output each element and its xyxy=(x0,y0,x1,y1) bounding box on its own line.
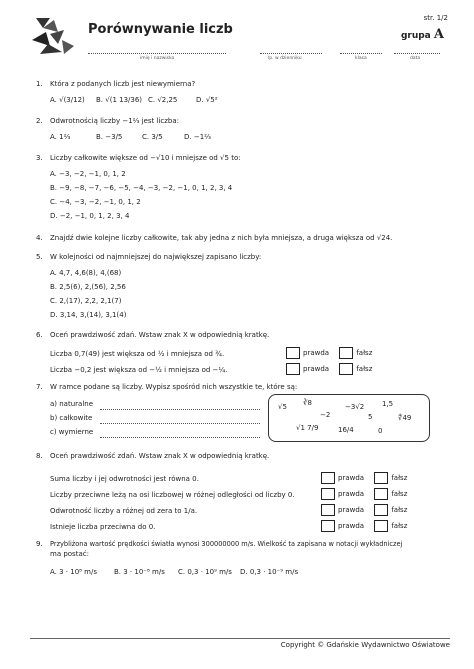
q9-option-b[interactable]: B. 3 · 10⁻⁸ m/s xyxy=(114,568,165,576)
q7-number-9: 0 xyxy=(378,427,383,435)
q9-option-d[interactable]: D. 0,3 · 10⁻⁹ m/s xyxy=(240,568,299,576)
class-label: klasa xyxy=(355,56,367,61)
q7-number-3: −3√2 xyxy=(345,403,365,411)
q2-option-c[interactable]: C. 3/5 xyxy=(142,133,163,141)
page-number: str. 1/2 xyxy=(423,14,448,22)
q5-option-a[interactable]: A. 4,7, 4,6(8), 4,(68) xyxy=(50,269,122,277)
question-9-text: Przybliżona wartość prędkości światła wynosi 300000000 m/s. Wielkość ta zapisana w notacji wykładniczej xyxy=(50,540,403,548)
question-4-number: 4. xyxy=(36,234,43,242)
q1-option-c[interactable]: C. √2,25 xyxy=(148,96,178,104)
q8-answer-2 xyxy=(321,488,407,500)
true-label: prawda xyxy=(338,522,365,530)
group-indicator xyxy=(401,27,444,42)
q3-option-a[interactable]: A. −3, −2, −1, 0, 1, 2 xyxy=(50,170,126,178)
q3-option-d[interactable]: D. −2, −1, 0, 1, 2, 3, 4 xyxy=(50,212,130,220)
question-6-text: Oceń prawdziwość zdań. Wstaw znak X w odpowiednią kratkę. xyxy=(50,331,270,339)
q2-option-a[interactable]: A. 1⅔ xyxy=(50,133,71,141)
true-label: prawda xyxy=(338,506,365,514)
q7-answer-c-field[interactable] xyxy=(100,436,260,438)
q8-true-checkbox-4[interactable] xyxy=(321,520,335,532)
q7-number-8: 16/4 xyxy=(338,426,354,434)
name-field[interactable] xyxy=(88,52,226,54)
question-3-text: Liczby całkowite większe od −√10 i mniejsze od √5 to: xyxy=(50,154,241,162)
q8-false-checkbox-1[interactable] xyxy=(374,472,388,484)
q6-answer-1 xyxy=(286,347,372,359)
q7-number-10: ∜49 xyxy=(398,414,412,422)
false-label: fałsz xyxy=(391,490,408,498)
q7-number-2: ∛8 xyxy=(303,399,312,407)
q8-answer-3 xyxy=(321,504,407,516)
question-9-number: 9. xyxy=(36,540,43,548)
date-field[interactable] xyxy=(394,52,440,54)
publisher-logo xyxy=(30,14,76,56)
question-8-text: Oceń prawdziwość zdań. Wstaw znak X w odpowiednią kratkę. xyxy=(50,452,270,460)
name-field-label: imię i nazwisko xyxy=(140,56,175,61)
question-1-text: Która z podanych liczb jest niewymierna? xyxy=(50,80,196,88)
q8-statement-2: Liczby przeciwne leżą na osi liczbowej w różnej odległości od liczby 0. xyxy=(50,491,295,499)
q6-answer-2 xyxy=(286,363,372,375)
true-label: prawda xyxy=(303,365,330,373)
question-2-number: 2. xyxy=(36,117,43,125)
false-label: fałsz xyxy=(356,349,373,357)
footer-divider xyxy=(30,638,450,639)
question-1-number: 1. xyxy=(36,80,43,88)
q6-true-checkbox-2[interactable] xyxy=(286,363,300,375)
q7-number-1: √5 xyxy=(278,403,287,411)
q2-option-d[interactable]: D. −1⅔ xyxy=(184,133,211,141)
journal-number-label: lp. w dzienniku xyxy=(268,56,302,61)
q8-false-checkbox-2[interactable] xyxy=(374,488,388,500)
q1-option-a[interactable]: A. √(3/12) xyxy=(50,96,85,104)
group-letter: A xyxy=(433,27,444,42)
q7-part-a: a) naturalne xyxy=(50,400,94,408)
question-8-number: 8. xyxy=(36,452,43,460)
copyright-footer: Copyright © Gdańskie Wydawnictwo Oświatowe xyxy=(280,641,450,649)
q7-part-c: c) wymierne xyxy=(50,428,94,436)
q8-answer-4 xyxy=(321,520,407,532)
q1-option-b[interactable]: B. √(1 13/36) xyxy=(96,96,143,104)
q3-option-c[interactable]: C. −4, −3, −2, −1, 0, 1, 2 xyxy=(50,198,141,206)
true-label: prawda xyxy=(338,490,365,498)
question-5-text: W kolejności od najmniejszej do największej zapisano liczby: xyxy=(50,253,262,261)
q6-false-checkbox-1[interactable] xyxy=(339,347,353,359)
q7-answer-a-field[interactable] xyxy=(100,408,260,410)
question-6-number: 6. xyxy=(36,331,43,339)
false-label: fałsz xyxy=(391,506,408,514)
q7-part-b: b) całkowite xyxy=(50,414,93,422)
q5-option-c[interactable]: C. 2,(17), 2,2, 2,1(7) xyxy=(50,297,122,305)
q8-statement-1: Suma liczby i jej odwrotności jest równa 0. xyxy=(50,475,199,483)
true-label: prawda xyxy=(303,349,330,357)
question-5-number: 5. xyxy=(36,253,43,261)
false-label: fałsz xyxy=(391,474,408,482)
q8-false-checkbox-4[interactable] xyxy=(374,520,388,532)
q8-false-checkbox-3[interactable] xyxy=(374,504,388,516)
false-label: fałsz xyxy=(356,365,373,373)
group-label: grupa xyxy=(400,31,431,41)
q7-number-4: 1,5 xyxy=(382,400,394,408)
q6-statement-1: Liczba 0,7(49) jest większa od ½ i mniejsza od ¾. xyxy=(50,350,225,358)
question-7-text: W ramce podane są liczby. Wypisz spośród nich wszystkie te, które są: xyxy=(50,383,298,391)
q7-number-7: √1 7/9 xyxy=(296,424,319,432)
q9-option-a[interactable]: A. 3 · 10⁸ m/s xyxy=(50,568,98,576)
question-9-text-continued: ma postać: xyxy=(50,550,89,558)
q5-option-d[interactable]: D. 3,14, 3,(14), 3,1(4) xyxy=(50,311,127,319)
q7-number-6: 5 xyxy=(368,413,373,421)
q7-answer-b-field[interactable] xyxy=(100,422,260,424)
question-4-text: Znajdź dwie kolejne liczby całkowite, tak aby jedna z nich była mniejsza, a druga większa od √24. xyxy=(50,234,393,242)
q2-option-b[interactable]: B. −3/5 xyxy=(96,133,123,141)
q6-true-checkbox-1[interactable] xyxy=(286,347,300,359)
worksheet-title: Porównywanie liczb xyxy=(88,22,233,37)
date-label: data xyxy=(410,56,421,61)
q6-statement-2: Liczba −0,2 jest większa od −½ i mniejsza od −¼. xyxy=(50,366,228,374)
q8-statement-4: Istnieje liczba przeciwna do 0. xyxy=(50,523,156,531)
q8-true-checkbox-1[interactable] xyxy=(321,472,335,484)
question-2-text: Odwrotnością liczby −1⅔ jest liczba: xyxy=(50,117,180,125)
q8-true-checkbox-2[interactable] xyxy=(321,488,335,500)
false-label: fałsz xyxy=(391,522,408,530)
q8-answer-1 xyxy=(321,472,407,484)
q8-true-checkbox-3[interactable] xyxy=(321,504,335,516)
question-7-number: 7. xyxy=(36,383,43,391)
q3-option-b[interactable]: B. −9, −8, −7, −6, −5, −4, −3, −2, −1, 0, 1, 2, 3, 4 xyxy=(50,184,233,192)
true-label: prawda xyxy=(338,474,365,482)
q6-false-checkbox-2[interactable] xyxy=(339,363,353,375)
q5-option-b[interactable]: B. 2,5(6), 2,(56), 2,56 xyxy=(50,283,126,291)
q1-option-d[interactable]: D. √5² xyxy=(196,96,218,104)
q8-statement-3: Odwrotność liczby a różnej od zera to 1/a. xyxy=(50,507,198,515)
q9-option-c[interactable]: C. 0,3 · 10⁹ m/s xyxy=(178,568,232,576)
question-3-number: 3. xyxy=(36,154,43,162)
class-field[interactable] xyxy=(340,52,382,54)
journal-number-field[interactable] xyxy=(260,52,322,54)
q7-number-5: −2 xyxy=(320,411,331,419)
